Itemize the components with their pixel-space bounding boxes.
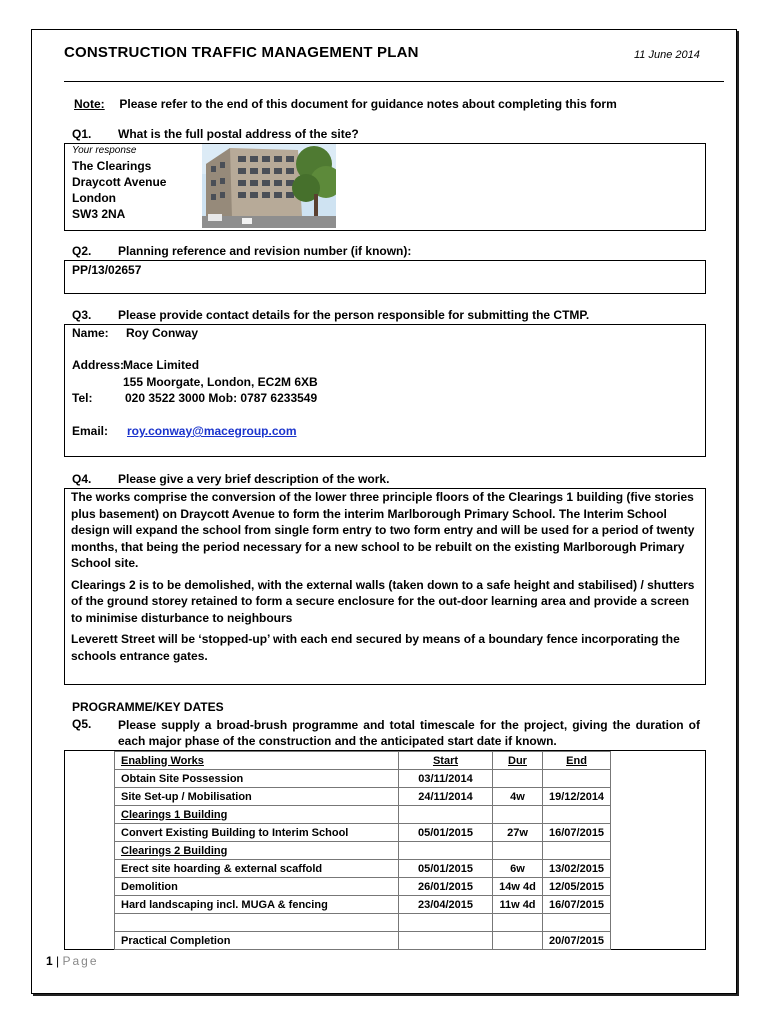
contact-email-link[interactable]: roy.conway@macegroup.com bbox=[127, 424, 297, 438]
table-row bbox=[115, 842, 611, 860]
note-line bbox=[74, 97, 617, 111]
table-row bbox=[115, 770, 611, 788]
table-cell bbox=[493, 806, 543, 824]
table-cell: Clearings 2 Building bbox=[115, 842, 399, 860]
table-cell: Obtain Site Possession bbox=[115, 770, 399, 788]
table-cell: Erect site hoarding & external scaffold bbox=[115, 860, 399, 878]
table-cell bbox=[115, 914, 399, 932]
table-row bbox=[115, 878, 611, 896]
q4-question bbox=[72, 472, 389, 486]
table-cell: Hard landscaping incl. MUGA & fencing bbox=[115, 896, 399, 914]
address-line: The Clearings bbox=[72, 159, 152, 173]
table-cell bbox=[543, 770, 611, 788]
table-row bbox=[115, 914, 611, 932]
description-paragraph: The works comprise the conversion of the lower three principle floors of the Clearings 1 building (five stories plus basement) on Draycott Avenue to form the interim Marlborough Primary School. The Interim School design will expand the school from single form entry to two form entry and will be used for a period of twenty months, that being the period necessary for a new school to be rebuilt on the existing Marlborough Primary School site. bbox=[71, 490, 695, 570]
footer-separator: | bbox=[56, 954, 60, 968]
table-cell: 20/07/2015 bbox=[543, 932, 611, 950]
header-rule bbox=[64, 81, 724, 82]
note-text: Please refer to the end of this document for guidance notes about completing this form bbox=[119, 97, 617, 111]
table-cell bbox=[399, 932, 493, 950]
description-paragraph: Clearings 2 is to be demolished, with the external walls (taken down to a safe height and stabilised) / shutters of the ground storey retained to form a secure enclosure for the out-door learning area and provide a screen to minimise disturbance to neighbours bbox=[71, 577, 695, 625]
q1-question bbox=[72, 127, 359, 141]
page-label: Page bbox=[62, 954, 99, 968]
address-line: London bbox=[72, 191, 116, 205]
table-cell bbox=[399, 842, 493, 860]
table-cell bbox=[543, 914, 611, 932]
table-cell: 12/05/2015 bbox=[543, 878, 611, 896]
programme-table bbox=[114, 751, 611, 950]
table-cell bbox=[493, 770, 543, 788]
table-cell: 11w 4d bbox=[493, 896, 543, 914]
table-cell bbox=[493, 932, 543, 950]
contact-email-label: Email: bbox=[72, 424, 109, 438]
site-building-image bbox=[202, 144, 336, 228]
contact-tel: 020 3522 3000 Mob: 0787 6233549 bbox=[125, 391, 318, 405]
column-header-start: Start bbox=[399, 752, 493, 770]
document-title: CONSTRUCTION TRAFFIC MANAGEMENT PLAN bbox=[64, 44, 419, 61]
page-footer bbox=[46, 954, 99, 968]
q3-text: Please provide contact details for the person responsible for submitting the CTMP. bbox=[118, 308, 590, 322]
table-cell: 05/01/2015 bbox=[399, 824, 493, 842]
table-cell: Clearings 1 Building bbox=[115, 806, 399, 824]
table-cell: Practical Completion bbox=[115, 932, 399, 950]
table-cell: 4w bbox=[493, 788, 543, 806]
address-line: Draycott Avenue bbox=[72, 175, 167, 189]
table-cell: 27w bbox=[493, 824, 543, 842]
q5-number: Q5. bbox=[72, 717, 92, 731]
q3-question bbox=[72, 308, 589, 322]
column-header-end: End bbox=[543, 752, 611, 770]
q5-text: Please supply a broad-brush programme and total timescale for the project, giving the duration of each major phase of the construction and the anticipated start date if known. bbox=[118, 718, 700, 748]
table-cell: Enabling Works bbox=[115, 752, 399, 770]
q2-text: Planning reference and revision number (if known): bbox=[118, 244, 412, 258]
table-cell bbox=[399, 806, 493, 824]
table-cell bbox=[493, 842, 543, 860]
work-description bbox=[71, 489, 701, 669]
table-cell: 24/11/2014 bbox=[399, 788, 493, 806]
contact-name-label: Name: bbox=[72, 326, 109, 340]
table-cell: 6w bbox=[493, 860, 543, 878]
table-cell: 03/11/2014 bbox=[399, 770, 493, 788]
table-cell: 26/01/2015 bbox=[399, 878, 493, 896]
q2-number: Q2. bbox=[72, 244, 92, 258]
table-cell bbox=[493, 914, 543, 932]
table-cell bbox=[543, 806, 611, 824]
table-cell: Convert Existing Building to Interim School bbox=[115, 824, 399, 842]
table-row bbox=[115, 896, 611, 914]
table-row bbox=[115, 932, 611, 950]
contact-address-line: Mace Limited bbox=[123, 358, 200, 372]
note-label: Note: bbox=[74, 97, 105, 111]
table-row bbox=[115, 824, 611, 842]
table-cell: 05/01/2015 bbox=[399, 860, 493, 878]
table-cell: 14w 4d bbox=[493, 878, 543, 896]
q4-number: Q4. bbox=[72, 472, 92, 486]
contact-tel-label: Tel: bbox=[72, 391, 93, 405]
table-cell: 16/07/2015 bbox=[543, 896, 611, 914]
column-header-dur: Dur bbox=[493, 752, 543, 770]
site-building-photo bbox=[202, 144, 336, 228]
table-cell: Site Set-up / Mobilisation bbox=[115, 788, 399, 806]
table-row bbox=[115, 806, 611, 824]
q1-text: What is the full postal address of the site? bbox=[118, 127, 359, 141]
table-header-row bbox=[115, 752, 611, 770]
table-cell: 19/12/2014 bbox=[543, 788, 611, 806]
q4-text: Please give a very brief description of the work. bbox=[118, 472, 390, 486]
page-number: 1 bbox=[46, 954, 53, 968]
programme-heading: PROGRAMME/KEY DATES bbox=[72, 700, 224, 714]
description-paragraph: Leverett Street will be ‘stopped-up’ with each end secured by means of a boundary fence incorporating the schools entrance gates. bbox=[71, 632, 680, 663]
q1-number: Q1. bbox=[72, 127, 92, 141]
table-cell: 23/04/2015 bbox=[399, 896, 493, 914]
table-row bbox=[115, 860, 611, 878]
table-cell bbox=[399, 914, 493, 932]
table-cell bbox=[543, 842, 611, 860]
q3-number: Q3. bbox=[72, 308, 92, 322]
table-row bbox=[115, 788, 611, 806]
table-cell: 13/02/2015 bbox=[543, 860, 611, 878]
q1-address bbox=[72, 158, 166, 222]
planning-reference: PP/13/02657 bbox=[72, 263, 142, 277]
contact-name: Roy Conway bbox=[126, 326, 199, 340]
table-cell: 16/07/2015 bbox=[543, 824, 611, 842]
q2-question bbox=[72, 244, 411, 258]
address-line: SW3 2NA bbox=[72, 207, 126, 221]
document-date: 11 June 2014 bbox=[634, 49, 700, 61]
contact-address-label: Address: bbox=[72, 358, 125, 372]
contact-address-line: 155 Moorgate, London, EC2M 6XB bbox=[123, 375, 318, 389]
q2-response-box[interactable] bbox=[64, 260, 706, 294]
table-cell: Demolition bbox=[115, 878, 399, 896]
q1-response-label: Your response bbox=[72, 145, 137, 156]
